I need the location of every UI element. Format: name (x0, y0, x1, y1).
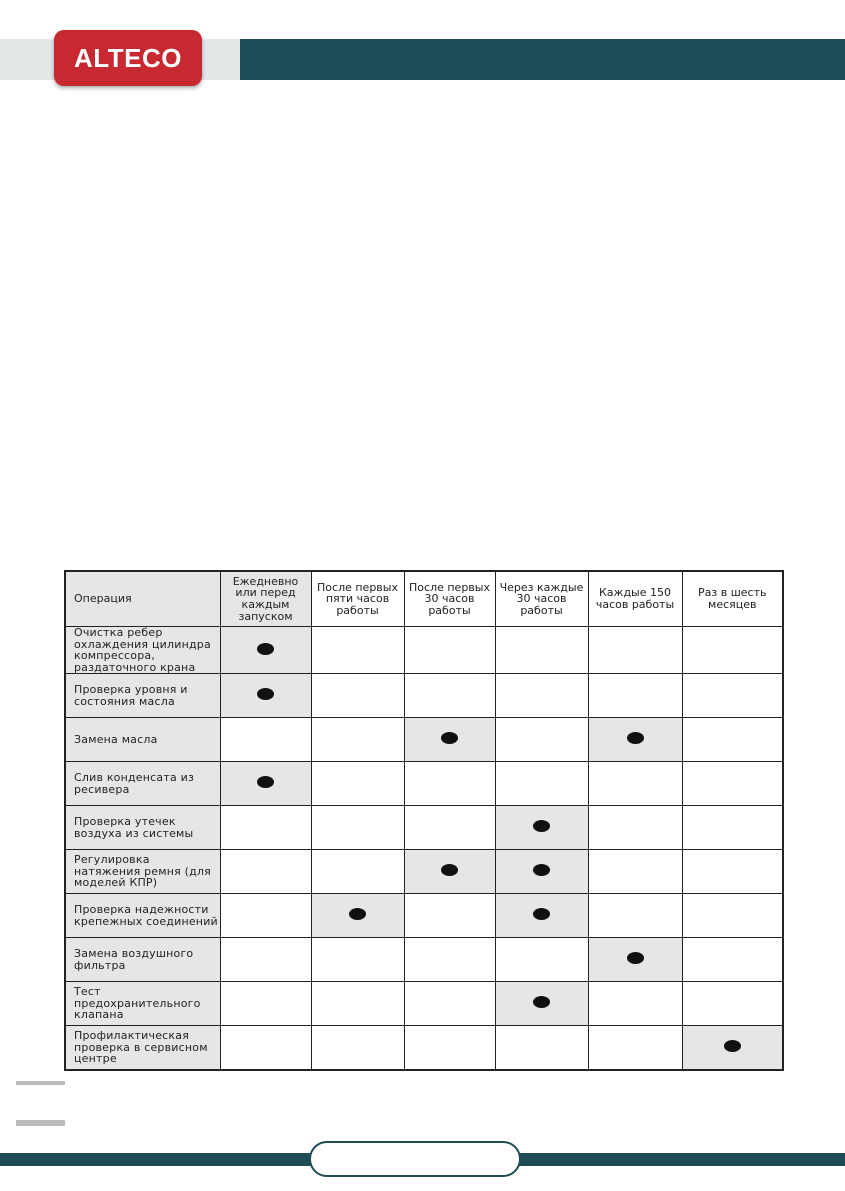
schedule-empty-cell (588, 894, 682, 938)
schedule-empty-cell (588, 627, 682, 674)
schedule-empty-cell (404, 627, 495, 674)
schedule-mark-cell (495, 806, 588, 850)
schedule-empty-cell (588, 674, 682, 718)
schedule-empty-cell (588, 850, 682, 894)
schedule-mark-cell (495, 894, 588, 938)
schedule-empty-cell (311, 718, 404, 762)
table-row (65, 762, 783, 806)
schedule-empty-cell (588, 982, 682, 1026)
operation-cell: Замена масла (65, 718, 220, 762)
schedule-empty-cell (220, 982, 311, 1026)
column-header-every-150h: Каждые 150 часов работы (588, 571, 682, 627)
operation-cell: Очистка ребер охлаждения цилиндра компрессора, раздаточного крана (65, 627, 220, 674)
operation-cell: Замена воздушного фильтра (65, 938, 220, 982)
bullet-mark-icon (627, 732, 644, 744)
brand-logo (54, 30, 202, 86)
schedule-empty-cell (311, 627, 404, 674)
column-header-first-30h: После первых 30 часов работы (404, 571, 495, 627)
maintenance-schedule-table (64, 570, 784, 1071)
bullet-mark-icon (533, 996, 550, 1008)
schedule-empty-cell (220, 938, 311, 982)
schedule-empty-cell (311, 806, 404, 850)
schedule-empty-cell (404, 806, 495, 850)
footer-rule-1 (16, 1081, 65, 1085)
schedule-empty-cell (220, 718, 311, 762)
schedule-mark-cell (220, 674, 311, 718)
schedule-mark-cell (404, 718, 495, 762)
schedule-empty-cell (220, 1026, 311, 1071)
schedule-empty-cell (311, 1026, 404, 1071)
schedule-empty-cell (495, 674, 588, 718)
bullet-mark-icon (441, 732, 458, 744)
schedule-empty-cell (311, 850, 404, 894)
schedule-empty-cell (220, 894, 311, 938)
table-header-row (65, 571, 783, 627)
column-header-first-5h: После первых пяти часов работы (311, 571, 404, 627)
bullet-mark-icon (257, 643, 274, 655)
schedule-mark-cell (682, 1026, 783, 1071)
bullet-mark-icon (441, 864, 458, 876)
schedule-mark-cell (404, 850, 495, 894)
operation-cell: Проверка надежности крепежных соединений (65, 894, 220, 938)
schedule-empty-cell (682, 762, 783, 806)
schedule-mark-cell (495, 850, 588, 894)
bullet-mark-icon (533, 864, 550, 876)
schedule-empty-cell (311, 674, 404, 718)
schedule-empty-cell (682, 938, 783, 982)
operation-cell: Проверка утечек воздуха из системы (65, 806, 220, 850)
schedule-empty-cell (682, 718, 783, 762)
operation-cell: Регулировка натяжения ремня (для моделей КПР) (65, 850, 220, 894)
bullet-mark-icon (533, 908, 550, 920)
table-row (65, 982, 783, 1026)
schedule-empty-cell (404, 938, 495, 982)
column-header-six-months: Раз в шесть месяцев (682, 571, 783, 627)
schedule-empty-cell (588, 762, 682, 806)
schedule-empty-cell (311, 762, 404, 806)
page-number-pill (309, 1141, 521, 1177)
column-header-every-30h: Через каждые 30 часов работы (495, 571, 588, 627)
bullet-mark-icon (627, 952, 644, 964)
schedule-empty-cell (682, 894, 783, 938)
table-row (65, 627, 783, 674)
bullet-mark-icon (257, 688, 274, 700)
schedule-empty-cell (682, 627, 783, 674)
column-header-daily: Ежедневно или перед каждым запуском (220, 571, 311, 627)
schedule-empty-cell (495, 762, 588, 806)
schedule-empty-cell (404, 762, 495, 806)
table-row (65, 674, 783, 718)
schedule-mark-cell (495, 982, 588, 1026)
operation-cell: Профилактическая проверка в сервисном центре (65, 1026, 220, 1071)
bullet-mark-icon (349, 908, 366, 920)
schedule-empty-cell (682, 982, 783, 1026)
schedule-mark-cell (588, 938, 682, 982)
table-row (65, 894, 783, 938)
bullet-mark-icon (724, 1040, 741, 1052)
schedule-empty-cell (220, 806, 311, 850)
schedule-empty-cell (682, 674, 783, 718)
operation-cell: Тест предохранительного клапана (65, 982, 220, 1026)
table-row (65, 938, 783, 982)
schedule-empty-cell (311, 938, 404, 982)
schedule-empty-cell (404, 894, 495, 938)
schedule-empty-cell (495, 1026, 588, 1071)
schedule-empty-cell (404, 1026, 495, 1071)
schedule-mark-cell (311, 894, 404, 938)
schedule-empty-cell (220, 850, 311, 894)
footer-rule-2 (16, 1120, 65, 1126)
schedule-empty-cell (404, 982, 495, 1026)
schedule-empty-cell (495, 938, 588, 982)
table-row (65, 806, 783, 850)
schedule-empty-cell (588, 806, 682, 850)
table-row (65, 718, 783, 762)
schedule-empty-cell (495, 718, 588, 762)
schedule-empty-cell (311, 982, 404, 1026)
bullet-mark-icon (533, 820, 550, 832)
logo-text: ALTECO (74, 42, 182, 73)
schedule-mark-cell (220, 627, 311, 674)
schedule-empty-cell (495, 627, 588, 674)
schedule-empty-cell (682, 850, 783, 894)
operation-cell: Слив конденсата из ресивера (65, 762, 220, 806)
table-row (65, 850, 783, 894)
schedule-empty-cell (682, 806, 783, 850)
schedule-mark-cell (588, 718, 682, 762)
operation-column-header: Операция (65, 571, 220, 627)
table-row (65, 1026, 783, 1071)
operation-cell: Проверка уровня и состояния масла (65, 674, 220, 718)
schedule-mark-cell (220, 762, 311, 806)
schedule-empty-cell (588, 1026, 682, 1071)
schedule-empty-cell (404, 674, 495, 718)
bullet-mark-icon (257, 776, 274, 788)
